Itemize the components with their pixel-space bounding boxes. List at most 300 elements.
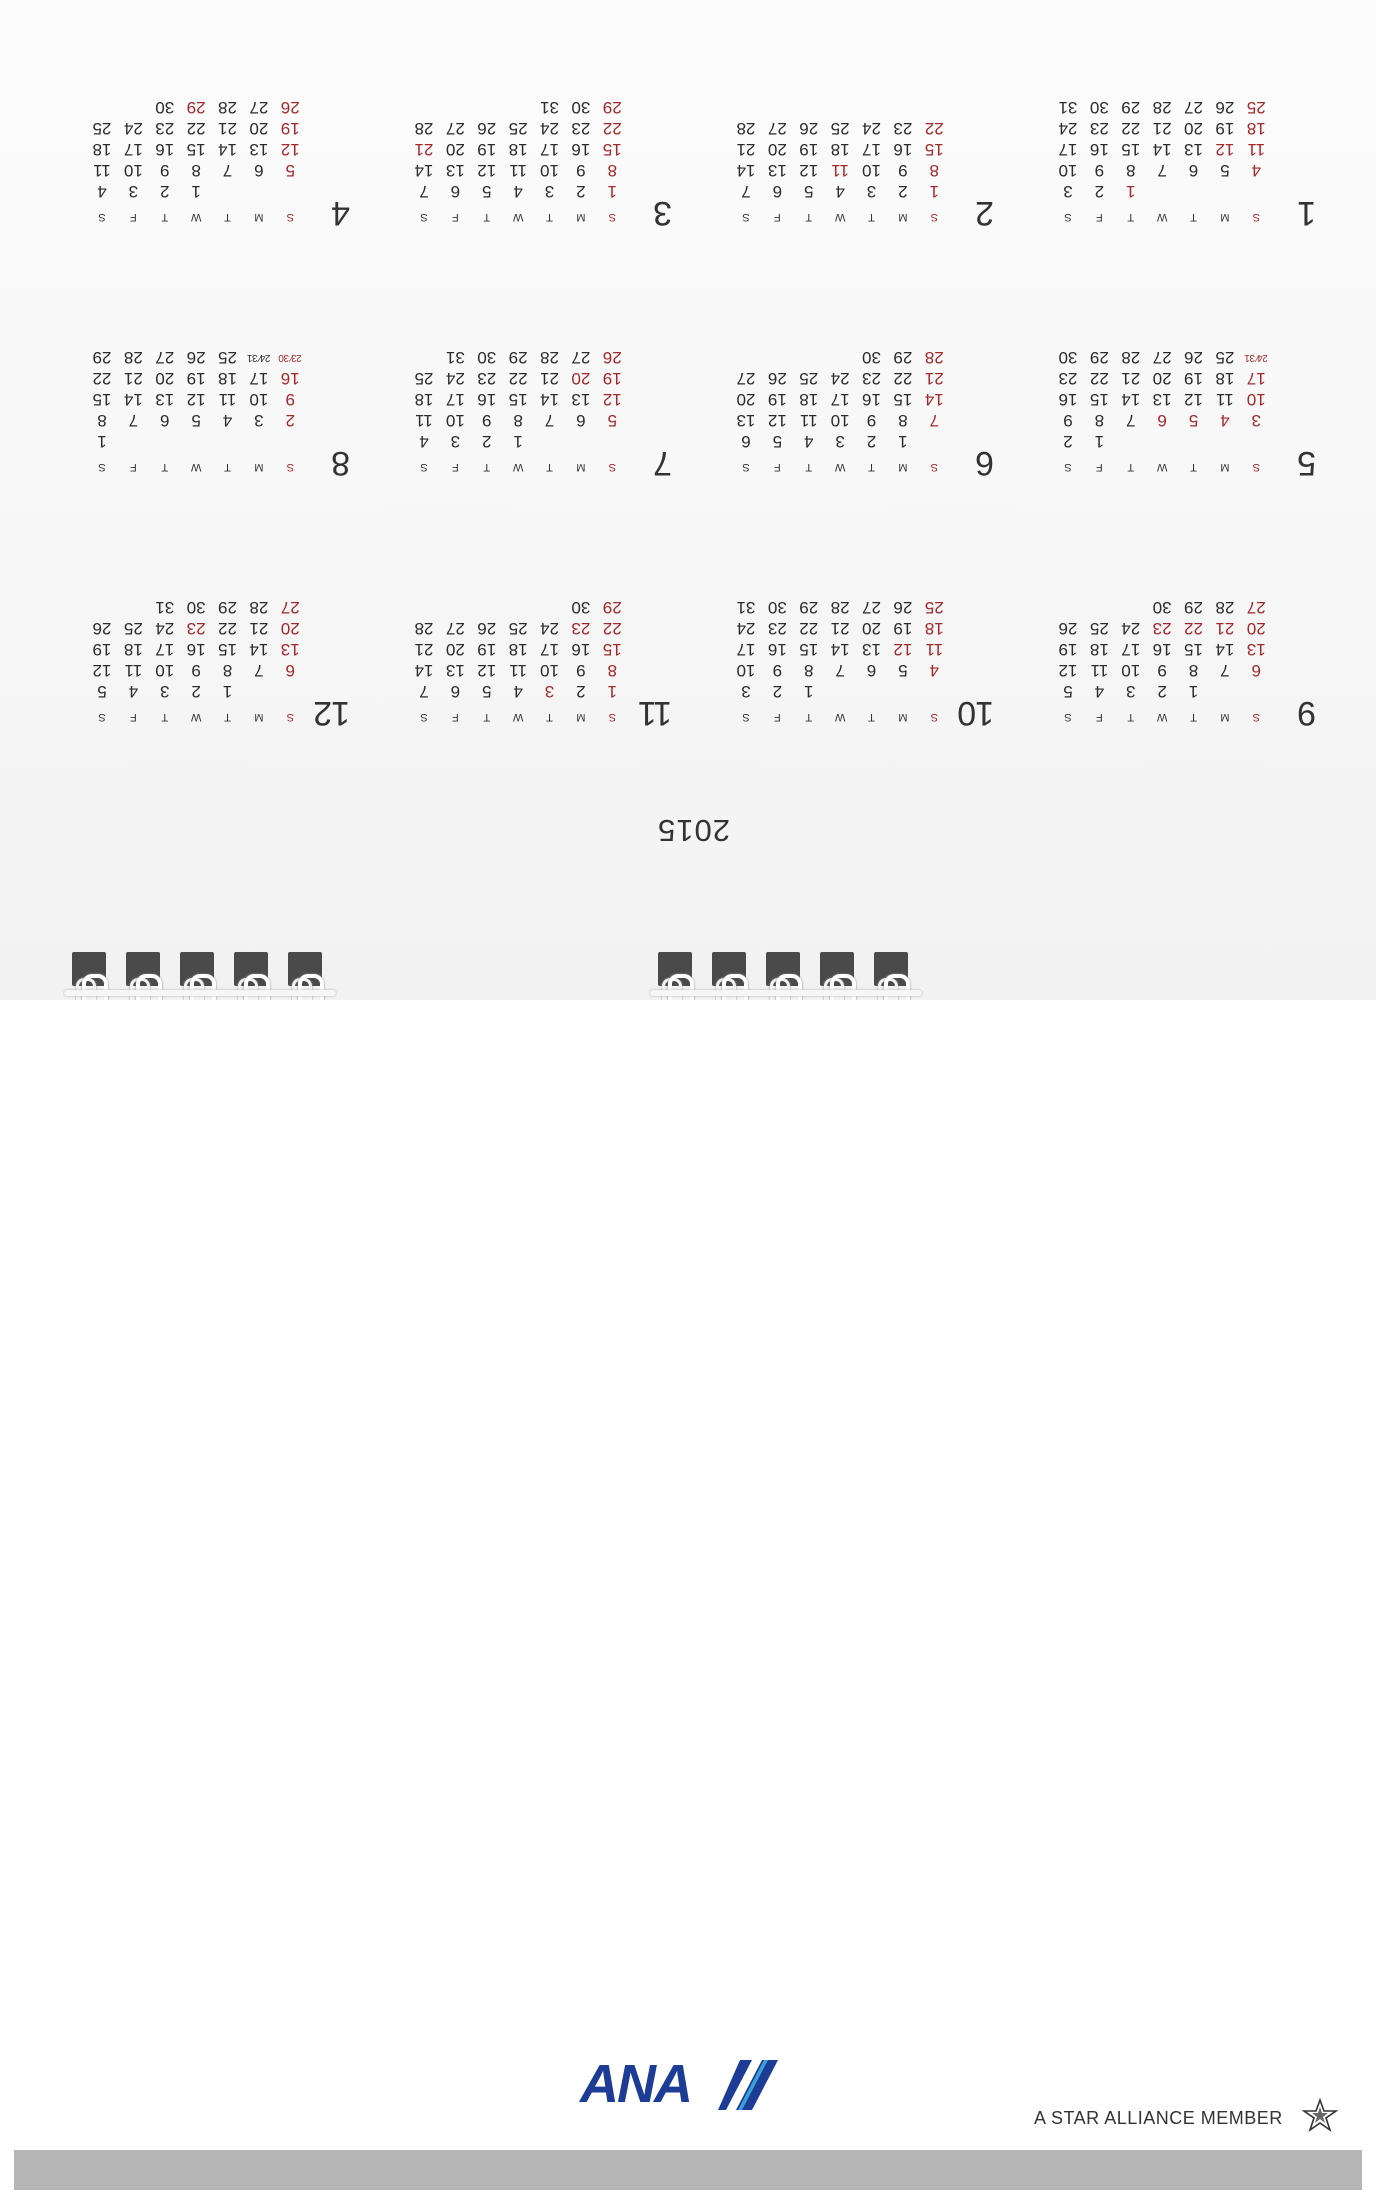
day-cell [919, 681, 950, 702]
week-row [730, 347, 950, 368]
day-cell: 17 [1246, 369, 1266, 388]
day-cell [212, 181, 243, 202]
day-cell: 29 [218, 598, 237, 617]
day-cell: 11 [415, 411, 433, 430]
day-cell: 25 [218, 348, 237, 367]
day-cell: 16 [1152, 640, 1172, 659]
day-cell: 10 [830, 411, 850, 430]
binding-wire [650, 990, 922, 996]
weekday-label: S [286, 211, 294, 223]
day-cell [597, 431, 628, 452]
weekday-label: F [129, 711, 137, 723]
day-cell: 26 [477, 119, 497, 138]
day-cell: 1 [513, 432, 523, 451]
day-cell: 18 [799, 390, 819, 409]
week-row [86, 181, 306, 202]
day-cell [243, 431, 274, 452]
day-cell [471, 597, 502, 618]
day-cell: 13 [249, 140, 269, 159]
month-1 [1044, 80, 1316, 230]
day-cell: 4 [419, 432, 429, 451]
day-cell: 18 [123, 640, 143, 659]
week-row [1052, 410, 1272, 431]
day-cell: 12 [767, 411, 787, 430]
day-cell: 30 [767, 598, 787, 617]
day-cell: 30 [186, 598, 206, 617]
day-grid [1052, 97, 1272, 202]
day-cell: 23⁄ 30 [278, 352, 302, 363]
weekday-label: T [805, 211, 813, 223]
day-cell: 23 [155, 119, 175, 138]
day-cell: 17 [736, 640, 756, 659]
day-cell: 30 [1152, 598, 1172, 617]
day-cell: 24 [1121, 619, 1141, 638]
week-row [408, 97, 628, 118]
day-cell: 23 [862, 369, 881, 388]
weekday-label: T [546, 211, 553, 223]
weekday-label: M [1220, 711, 1230, 723]
day-cell: 7 [1157, 161, 1167, 180]
day-cell: 23 [571, 119, 591, 138]
day-cell: 17 [862, 140, 881, 159]
day-cell [824, 681, 855, 702]
day-cell: 6 [285, 661, 296, 680]
day-cell: 24⁄ 31 [1244, 352, 1268, 363]
day-cell: 23 [186, 619, 206, 638]
weekday-label: F [1095, 711, 1103, 723]
day-cell: 19 [477, 140, 497, 159]
day-cell: 1 [607, 182, 618, 201]
day-cell: 24⁄ 31 [247, 352, 271, 363]
day-cell: 6 [741, 432, 751, 451]
day-cell: 12 [1058, 661, 1078, 680]
day-cell: 2 [866, 432, 877, 451]
weekday-label: M [1220, 211, 1230, 223]
week-row [730, 368, 950, 389]
day-cell: 17 [830, 390, 850, 409]
day-cell: 12 [92, 661, 112, 680]
day-cell: 20 [736, 390, 756, 409]
day-cell: 16 [280, 369, 300, 388]
weekday-label: T [161, 461, 169, 473]
weekday-label: T [868, 461, 875, 473]
weekday-label: M [576, 461, 586, 473]
day-cell: 28 [414, 619, 434, 638]
day-cell: 14 [1215, 640, 1235, 659]
day-cell [1209, 181, 1240, 202]
weekday-label: W [834, 711, 846, 723]
day-cell: 26 [280, 98, 300, 117]
day-cell: 12 [893, 640, 913, 659]
weekday-label: T [546, 711, 553, 723]
day-cell [275, 681, 306, 702]
day-cell: 4 [835, 182, 845, 201]
weekday-label: M [576, 711, 586, 723]
day-cell: 22 [799, 619, 819, 638]
week-row [1052, 118, 1272, 139]
day-cell: 6 [1188, 161, 1199, 180]
week-row [1052, 681, 1272, 702]
day-cell: 26 [767, 369, 787, 388]
day-cell: 5 [1188, 411, 1199, 430]
day-cell: 8 [607, 661, 618, 680]
day-cell: 3 [160, 682, 170, 701]
day-cell: 15 [508, 390, 528, 409]
day-cell: 8 [1094, 411, 1105, 430]
week-row [86, 431, 306, 452]
month-number: 10 [958, 694, 994, 732]
day-cell: 25 [123, 619, 143, 638]
day-cell: 8 [191, 161, 201, 180]
day-cell: 1 [929, 182, 940, 201]
week-row [86, 368, 306, 389]
day-cell: 3 [128, 182, 139, 201]
day-cell: 12 [1184, 390, 1203, 409]
weekday-header [86, 204, 306, 230]
weekday-label: T [224, 711, 231, 723]
day-cell: 4 [513, 682, 523, 701]
week-row [1052, 618, 1272, 639]
day-grid [730, 118, 950, 202]
weekday-label: F [1095, 211, 1103, 223]
day-cell [1209, 431, 1240, 452]
day-cell: 13 [1246, 640, 1266, 659]
day-cell: 4 [804, 432, 814, 451]
day-cell: 2 [576, 182, 586, 201]
day-cell: 9 [1094, 161, 1105, 180]
day-cell: 14 [249, 640, 269, 659]
month-12 [78, 580, 350, 730]
day-cell: 15 [186, 140, 206, 159]
calendar-sheet-upside-down [0, 0, 1376, 1000]
day-cell: 13 [1152, 390, 1172, 409]
day-cell: 25 [924, 598, 944, 617]
day-cell: 6 [450, 182, 461, 201]
weekday-label: W [512, 211, 524, 223]
weekday-label: F [451, 211, 459, 223]
day-cell: 16 [767, 640, 787, 659]
day-cell: 10 [1121, 661, 1141, 680]
ana-logo-text: ANA [580, 2054, 691, 2114]
weekday-header [730, 704, 950, 730]
day-cell: 7 [741, 182, 751, 201]
day-cell: 20 [280, 619, 300, 638]
day-cell: 20 [862, 619, 881, 638]
day-cell: 22 [1184, 619, 1203, 638]
day-cell: 7 [544, 411, 555, 430]
day-cell: 22 [218, 619, 237, 638]
day-cell [440, 97, 471, 118]
week-row [86, 160, 306, 181]
day-cell: 11 [124, 661, 143, 680]
weekday-label: M [898, 461, 908, 473]
weekday-label: S [286, 461, 294, 473]
week-row [1052, 368, 1272, 389]
week-row [86, 639, 306, 660]
day-cell: 2 [160, 182, 170, 201]
day-cell: 26 [1184, 348, 1203, 367]
week-row [408, 431, 628, 452]
day-cell: 8 [97, 411, 107, 430]
base-edge [14, 2150, 1362, 2190]
day-cell: 25 [92, 119, 112, 138]
weekday-label: M [1220, 461, 1230, 473]
day-cell: 28 [1152, 98, 1172, 117]
ana-logo [580, 2056, 780, 2112]
day-cell [408, 347, 439, 368]
day-cell: 6 [1251, 661, 1262, 680]
weekday-label: F [773, 711, 781, 723]
weekday-label: S [1064, 211, 1072, 223]
day-cell [502, 597, 533, 618]
day-cell: 20 [445, 640, 465, 659]
day-cell: 1 [607, 682, 618, 701]
weekday-label: W [190, 211, 202, 223]
week-row [408, 181, 628, 202]
weekday-label: T [1127, 211, 1135, 223]
day-cell [440, 597, 471, 618]
day-cell [86, 97, 117, 118]
month-4 [78, 80, 350, 230]
day-cell: 11 [831, 161, 849, 180]
day-cell [86, 597, 117, 618]
day-cell [1241, 431, 1272, 452]
week-row [1052, 97, 1272, 118]
weekday-label: S [1252, 711, 1260, 723]
week-row [86, 681, 306, 702]
weekday-label: T [868, 711, 875, 723]
day-cell: 31 [540, 98, 559, 117]
weekday-label: T [483, 211, 491, 223]
day-cell: 23 [477, 369, 497, 388]
day-cell: 11 [1090, 661, 1109, 680]
day-cell: 26 [186, 348, 206, 367]
day-cell: 1 [804, 682, 814, 701]
day-cell: 6 [772, 182, 783, 201]
day-cell: 4 [97, 182, 107, 201]
weekday-label: S [420, 461, 428, 473]
day-cell: 7 [128, 411, 139, 430]
day-grid [1052, 347, 1272, 452]
star-alliance-icon [1300, 2098, 1340, 2132]
day-cell: 21 [1152, 119, 1172, 138]
day-cell: 19 [280, 119, 300, 138]
day-cell: 21 [1121, 369, 1141, 388]
day-cell: 16 [155, 140, 175, 159]
day-cell: 22 [508, 369, 528, 388]
day-cell [793, 347, 824, 368]
day-cell: 9 [482, 411, 492, 430]
day-cell: 18 [218, 369, 237, 388]
day-cell [408, 97, 439, 118]
day-cell: 15 [602, 140, 622, 159]
day-cell: 7 [419, 682, 429, 701]
day-cell: 28 [924, 348, 944, 367]
day-cell [1052, 597, 1083, 618]
day-cell: 7 [254, 661, 264, 680]
day-cell: 5 [191, 411, 201, 430]
week-row [730, 597, 950, 618]
weekday-label: T [483, 711, 491, 723]
weekday-header [408, 704, 628, 730]
day-cell [408, 597, 439, 618]
day-cell: 6 [450, 682, 461, 701]
day-cell: 25 [1246, 98, 1266, 117]
day-cell: 10 [1246, 390, 1266, 409]
weekday-label: S [608, 461, 616, 473]
day-cell: 18 [92, 140, 112, 159]
day-cell: 28 [218, 98, 237, 117]
day-cell: 7 [929, 411, 940, 430]
day-cell: 12 [186, 390, 206, 409]
day-cell: 6 [866, 661, 877, 680]
day-cell: 26 [602, 348, 622, 367]
day-cell: 9 [898, 161, 908, 180]
day-cell: 31 [736, 598, 756, 617]
day-cell: 7 [1220, 661, 1230, 680]
day-cell: 27 [249, 98, 269, 117]
day-cell: 12 [602, 390, 622, 409]
week-row [730, 181, 950, 202]
day-cell: 9 [285, 390, 296, 409]
day-cell: 26 [893, 598, 913, 617]
day-cell: 27 [1184, 98, 1203, 117]
month-number: 8 [332, 444, 350, 482]
day-cell: 25 [1089, 619, 1109, 638]
week-row [408, 347, 628, 368]
weekday-label: S [1252, 211, 1260, 223]
week-row [408, 118, 628, 139]
day-cell: 15 [1089, 390, 1109, 409]
weekday-header [730, 204, 950, 230]
weekday-label: T [161, 711, 169, 723]
day-cell: 3 [544, 682, 555, 701]
day-cell: 23 [1058, 369, 1078, 388]
day-cell [243, 681, 274, 702]
day-cell: 10 [540, 661, 559, 680]
day-cell [1115, 597, 1146, 618]
day-cell: 10 [123, 161, 143, 180]
weekday-label: S [742, 711, 750, 723]
weekday-header [86, 454, 306, 480]
weekday-header [1052, 704, 1272, 730]
weekday-label: T [546, 461, 553, 473]
day-cell: 16 [571, 640, 591, 659]
day-cell: 18 [508, 640, 528, 659]
day-cell: 2 [898, 182, 908, 201]
day-cell: 9 [576, 661, 586, 680]
weekday-label: T [224, 211, 231, 223]
day-grid [730, 597, 950, 702]
week-row [86, 660, 306, 681]
week-row [730, 139, 950, 160]
day-cell: 11 [509, 161, 527, 180]
day-cell: 8 [804, 661, 814, 680]
day-cell: 28 [249, 598, 269, 617]
week-row [730, 639, 950, 660]
weekday-header [1052, 204, 1272, 230]
day-cell: 3 [866, 182, 877, 201]
day-cell: 26 [799, 119, 819, 138]
day-cell: 31 [1058, 98, 1078, 117]
month-number: 9 [1298, 694, 1316, 732]
day-cell: 1 [1126, 182, 1136, 201]
day-cell: 16 [477, 390, 497, 409]
weekday-label: S [930, 711, 938, 723]
week-row [1052, 139, 1272, 160]
day-cell: 15 [218, 640, 237, 659]
day-cell: 17 [249, 369, 269, 388]
day-cell: 13 [862, 640, 881, 659]
day-cell: 19 [799, 140, 819, 159]
day-cell: 17 [1121, 640, 1141, 659]
day-cell: 24 [862, 119, 881, 138]
day-cell: 4 [929, 661, 940, 680]
day-cell: 14 [1152, 140, 1172, 159]
day-cell: 24 [830, 369, 850, 388]
week-row [1052, 660, 1272, 681]
weekday-label: S [1064, 461, 1072, 473]
day-cell: 27 [1152, 348, 1172, 367]
day-cell: 27 [155, 348, 175, 367]
day-cell [824, 347, 855, 368]
day-cell: 5 [285, 161, 296, 180]
day-cell: 25 [1215, 348, 1235, 367]
day-cell: 30 [155, 98, 175, 117]
weekday-label: M [254, 211, 264, 223]
day-cell: 11 [218, 390, 237, 409]
day-cell: 11 [1247, 140, 1266, 159]
day-cell: 29 [1184, 598, 1203, 617]
day-cell: 14 [924, 390, 944, 409]
week-row [408, 410, 628, 431]
day-cell: 22 [602, 619, 622, 638]
week-row [86, 118, 306, 139]
weekday-label: S [420, 711, 428, 723]
weekday-header [86, 704, 306, 730]
day-cell: 13 [736, 411, 756, 430]
week-row [730, 431, 950, 452]
day-cell: 22 [1121, 119, 1141, 138]
day-cell: 19 [186, 369, 206, 388]
day-cell: 28 [414, 119, 434, 138]
day-cell: 20 [249, 119, 269, 138]
day-cell: 8 [1188, 661, 1199, 680]
day-cell: 15 [602, 640, 622, 659]
day-cell: 15 [893, 390, 913, 409]
week-row [730, 681, 950, 702]
week-row [730, 118, 950, 139]
day-cell: 18 [508, 140, 528, 159]
week-row [86, 139, 306, 160]
ana-logo-stripe-icon [718, 2060, 778, 2110]
day-cell: 19 [602, 369, 622, 388]
day-cell: 21 [1215, 619, 1235, 638]
day-cell [502, 97, 533, 118]
day-cell [730, 347, 761, 368]
weekday-label: F [773, 211, 781, 223]
calendar-year: 2015 [657, 813, 730, 848]
day-cell: 14 [123, 390, 143, 409]
day-cell: 7 [419, 182, 429, 201]
day-cell: 5 [607, 411, 618, 430]
star-alliance-text: A STAR ALLIANCE MEMBER [1034, 2108, 1283, 2128]
day-cell: 29 [92, 348, 112, 367]
day-cell [919, 431, 950, 452]
weekday-label: M [254, 461, 264, 473]
day-cell: 3 [544, 182, 555, 201]
day-cell: 4 [222, 411, 233, 430]
